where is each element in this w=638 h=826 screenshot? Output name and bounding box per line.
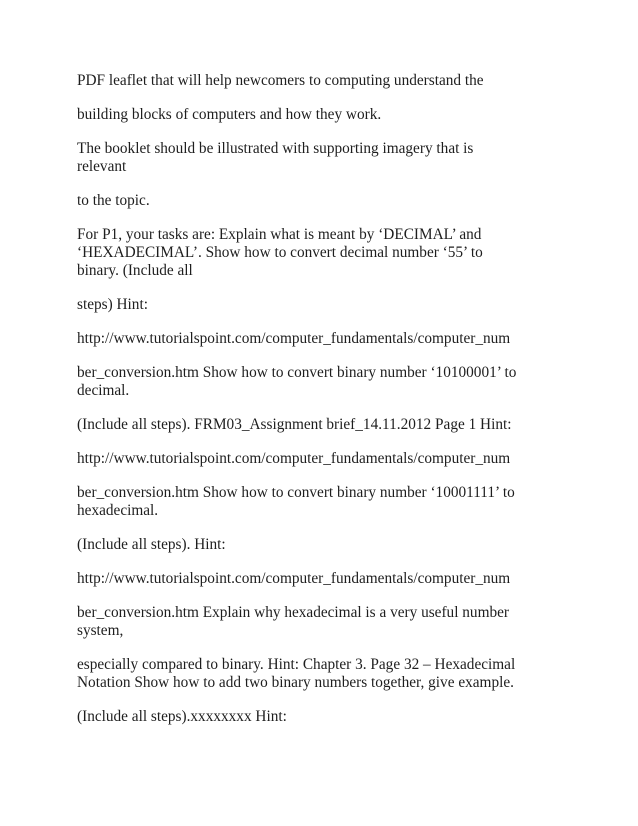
text-line: PDF leaflet that will help newcomers to computing understand the [77, 72, 484, 89]
text-line: ber_conversion.htm Show how to convert binary number ‘10100001’ to [77, 364, 517, 381]
paragraph [77, 604, 563, 640]
text-line: decimal. [77, 382, 130, 399]
text-line: relevant [77, 158, 127, 175]
paragraph [77, 708, 563, 726]
text-line: to the topic. [77, 192, 150, 209]
text-line: hexadecimal. [77, 502, 159, 519]
document-body [77, 72, 563, 742]
paragraph [77, 364, 563, 400]
text-line: http://www.tutorialspoint.com/computer_fundamentals/computer_num [77, 450, 511, 467]
text-line: ‘HEXADECIMAL’. Show how to convert decimal number ‘55’ to [77, 244, 483, 261]
text-line: system, [77, 622, 124, 639]
paragraph [77, 416, 563, 434]
paragraph [77, 140, 563, 176]
text-line: (Include all steps). Hint: [77, 536, 226, 553]
text-line: binary. (Include all [77, 262, 193, 279]
text-line: Notation Show how to add two binary numbers together, give example. [77, 674, 514, 691]
paragraph [77, 450, 563, 468]
text-line: For P1, your tasks are: Explain what is meant by ‘DECIMAL’ and [77, 226, 482, 243]
text-line: building blocks of computers and how they work. [77, 106, 382, 123]
text-line: (Include all steps). FRM03_Assignment brief_14.11.2012 Page 1 Hint: [77, 416, 512, 433]
paragraph [77, 330, 563, 348]
text-line: http://www.tutorialspoint.com/computer_fundamentals/computer_num [77, 570, 511, 587]
text-line: ber_conversion.htm Show how to convert binary number ‘10001111’ to [77, 484, 515, 501]
paragraph [77, 72, 563, 90]
text-line: http://www.tutorialspoint.com/computer_fundamentals/computer_num [77, 330, 511, 347]
paragraph [77, 106, 563, 124]
text-line: The booklet should be illustrated with supporting imagery that is [77, 140, 474, 157]
paragraph [77, 226, 563, 280]
text-line: ber_conversion.htm Explain why hexadecimal is a very useful number [77, 604, 510, 621]
text-line: steps) Hint: [77, 296, 148, 313]
paragraph [77, 484, 563, 520]
paragraph [77, 656, 563, 692]
paragraph [77, 296, 563, 314]
paragraph [77, 192, 563, 210]
paragraph [77, 570, 563, 588]
text-line: especially compared to binary. Hint: Chapter 3. Page 32 – Hexadecimal [77, 656, 516, 673]
text-line: (Include all steps).xxxxxxxx Hint: [77, 708, 287, 725]
paragraph [77, 536, 563, 554]
